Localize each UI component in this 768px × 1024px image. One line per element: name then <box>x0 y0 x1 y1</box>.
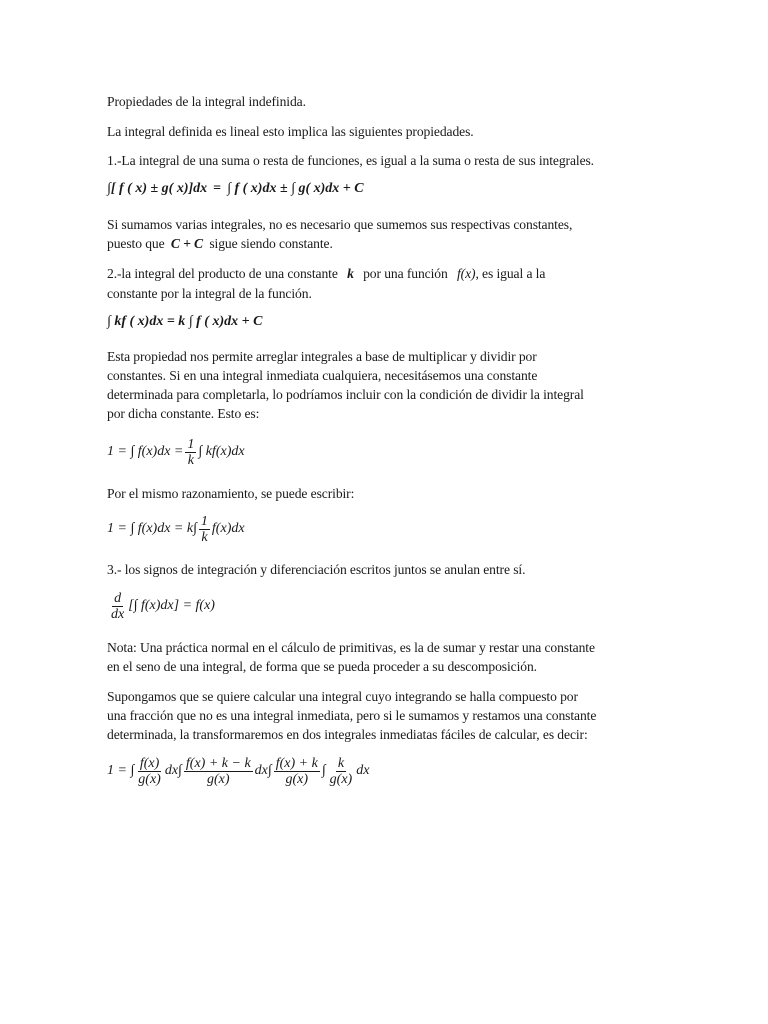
example-line-1: Supongamos que se quiere calcular una integral cuyo integrando se halla compuesto por <box>107 689 578 704</box>
page-heading: Propiedades de la integral indefinida. <box>107 94 306 109</box>
fraction-k-over-g: $\frac{k}{g(x)}$ <box>329 755 353 787</box>
property-2-paragraph-line-4: por dicha constante. Esto es: <box>107 406 260 421</box>
note-line-1: Nota: Una práctica normal en el cálculo de primitivas, es la de sumar y restar una constante <box>107 640 595 655</box>
fraction-f-plus-k-over-g: $\frac{f(x) + k}{g(x)}$ <box>275 755 318 787</box>
property-2-line-1: 2.-la integral del producto de una constante k por una función f(x), es igual a la <box>107 266 546 281</box>
fraction-d-over-dx: $\frac{d}{dx}$ <box>111 590 125 622</box>
equation-scaling-a: 1 = ∫ f(x)dx = $\frac{1}{k}$ ∫ kf(x)dx <box>107 436 245 468</box>
example-line-2: una fracción que no es una integral inmediata, pero si le sumamos y restamos una constante <box>107 708 597 723</box>
inline-math-c-plus-c: C + C <box>170 236 204 251</box>
fraction-f-plus-k-minus-k-over-g: $\frac{f(x) + k - k}{g(x)}$ <box>185 755 251 787</box>
inline-math-fx: f(x) <box>456 266 476 281</box>
fraction-one-over-k: $\frac{1}{k}$ <box>187 436 195 468</box>
formula-equals: = <box>213 181 222 196</box>
property-1-note-line-1: Si sumamos varias integrales, no es necesario que sumemos sus respectivas constantes, <box>107 217 573 232</box>
property-2-paragraph-line-2: constantes. Si en una integral inmediata cualquiera, necesitásemos una constante <box>107 368 538 383</box>
property-2-paragraph-line-3: determinada para completarla, lo podríamos incluir con la condición de dividir la integral <box>107 387 584 402</box>
inline-math-k: k <box>347 266 354 281</box>
formula-rhs: ∫ f ( x)dx ± ∫ g( x)dx + C <box>227 181 364 196</box>
example-line-3: determinada, la transformaremos en dos integrales inmediatas fáciles de calcular, es decir: <box>107 727 588 742</box>
formula-lhs: ∫[ f ( x) ± g( x)]dx <box>107 181 208 196</box>
property-2-line-2: constante por la integral de la función. <box>107 286 312 301</box>
property-1-title: 1.-La integral de una suma o resta de funciones, es igual a la suma o resta de sus integrales. <box>107 153 594 168</box>
decomposition-equation: 1 = ∫ $\frac{f(x)}{g(x)}$ dx∫ $\frac{f(x) + k - k}{g(x)}$ dx∫ $\frac{f(x) + k}{g(x)}$ ∫ $\frac{k}{g(x)}$ dx <box>107 755 370 787</box>
property-1-note-line-2: puesto que C + C sigue siendo constante. <box>107 236 333 251</box>
property-3-title: 3.- los signos de integración y diferenciación escritos juntos se anulan entre sí. <box>107 562 526 577</box>
intro-text: La integral definida es lineal esto implica las siguientes propiedades. <box>107 124 474 139</box>
fraction-f-over-g: $\frac{f(x)}{g(x)}$ <box>138 755 161 787</box>
fraction-one-over-k: $\frac{1}{k}$ <box>200 513 208 545</box>
note-line-2: en el seno de una integral, de forma que se pueda proceder a su descomposición. <box>107 659 537 674</box>
property-1-formula <box>107 178 364 200</box>
property-2-formula: ∫ kf ( x)dx = k ∫ f ( x)dx + C <box>107 314 263 329</box>
property-2-paragraph-line-1: Esta propiedad nos permite arreglar integrales a base de multiplicar y dividir por <box>107 349 537 364</box>
reasoning-text: Por el mismo razonamiento, se puede escribir: <box>107 486 355 501</box>
equation-scaling-b: 1 = ∫ f(x)dx = k∫ $\frac{1}{k}$ f(x)dx <box>107 513 245 545</box>
property-3-formula: $\frac{d}{dx}$ [∫ f(x)dx] = f(x) <box>111 590 215 622</box>
